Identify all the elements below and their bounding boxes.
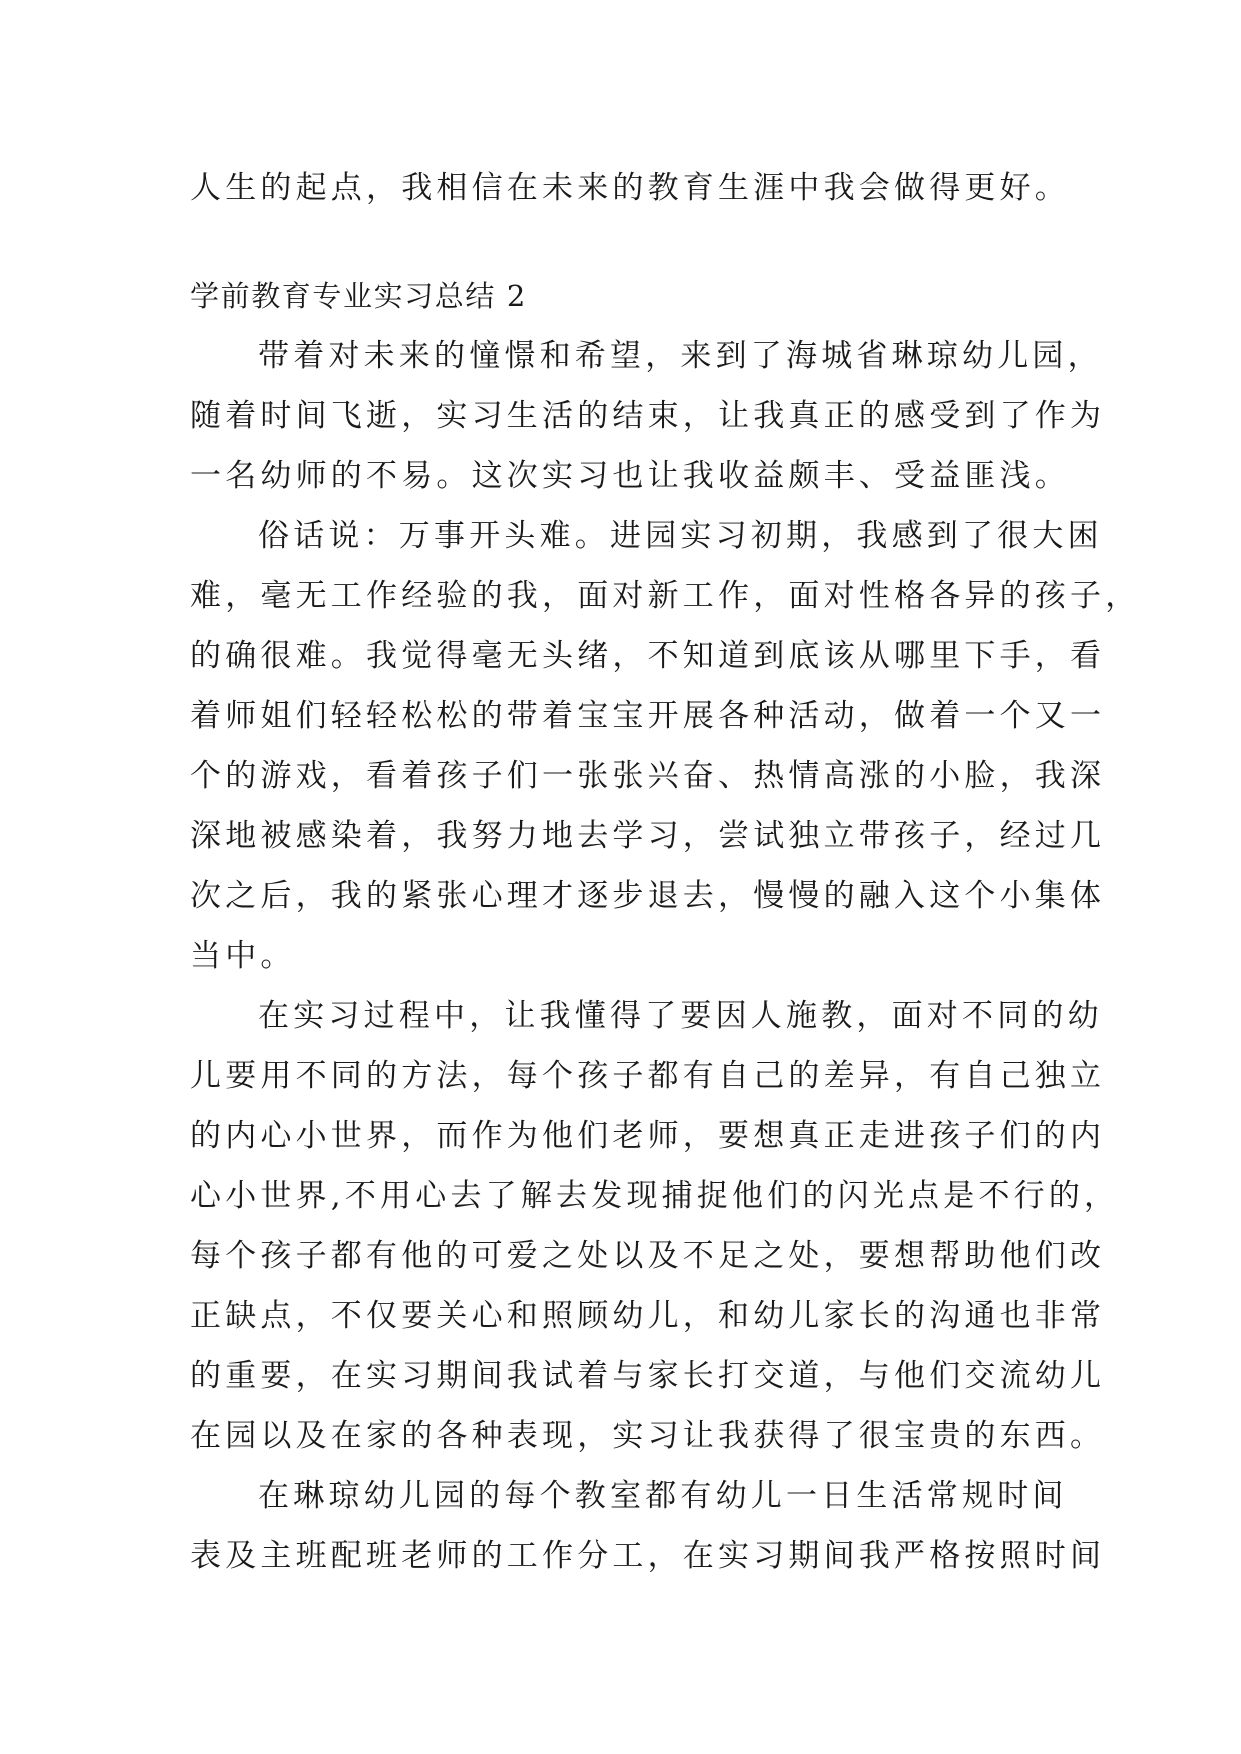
paragraph-line: 个的游戏，看着孩子们一张张兴奋、热情高涨的小脸，我深 <box>190 758 1106 794</box>
paragraph-line: 正缺点，不仅要关心和照顾幼儿，和幼儿家长的沟通也非常 <box>190 1298 1106 1334</box>
paragraph-line: 难，毫无工作经验的我，面对新工作，面对性格各异的孩子， <box>190 578 1141 614</box>
paragraph-line: 随着时间飞逝，实习生活的结束，让我真正的感受到了作为 <box>190 398 1106 434</box>
paragraph-line: 带着对未来的憧憬和希望，来到了海城省琳琼幼儿园， <box>258 338 1103 374</box>
paragraph-line: 的内心小世界，而作为他们老师，要想真正走进孩子们的内 <box>190 1118 1106 1154</box>
paragraph-3 <box>190 986 1120 1466</box>
paragraph-line: 深地被感染着，我努力地去学习，尝试独立带孩子，经过几 <box>190 818 1106 854</box>
paragraph-line: 在实习过程中，让我懂得了要因人施教，面对不同的幼 <box>258 998 1103 1034</box>
document-body <box>190 158 1141 1586</box>
paragraph-line: 的重要，在实习期间我试着与家长打交道，与他们交流幼儿 <box>190 1358 1106 1394</box>
paragraph-line: 当中。 <box>190 938 296 974</box>
paragraph-line: 的确很难。我觉得毫无头绪，不知道到底该从哪里下手，看 <box>190 638 1106 674</box>
section-spacer <box>190 218 1050 266</box>
paragraph-line: 在园以及在家的各种表现，实习让我获得了很宝贵的东西。 <box>190 1418 1106 1454</box>
section-title: 学前教育专业实习总结 2 <box>190 279 527 313</box>
paragraph-line: 着师姐们轻轻松松的带着宝宝开展各种活动，做着一个又一 <box>190 698 1106 734</box>
paragraph-line: 俗话说：万事开头难。进园实习初期，我感到了很大困 <box>258 518 1103 554</box>
paragraph-line: 次之后，我的紧张心理才逐步退去，慢慢的融入这个小集体 <box>190 878 1106 914</box>
paragraph-line: 儿要用不同的方法，每个孩子都有自己的差异，有自己独立 <box>190 1058 1106 1094</box>
paragraph-line: 心小世界,不用心去了解去发现捕捉他们的闪光点是不行的， <box>190 1178 1120 1214</box>
paragraph-2 <box>190 506 1141 986</box>
paragraph-line: 在琳琼幼儿园的每个教室都有幼儿一日生活常规时间 <box>258 1478 1068 1514</box>
paragraph-line: 每个孩子都有他的可爱之处以及不足之处，要想帮助他们改 <box>190 1238 1106 1274</box>
continuation-line: 人生的起点，我相信在未来的教育生涯中我会做得更好。 <box>190 170 1070 206</box>
paragraph-line: 一名幼师的不易。这次实习也让我收益颇丰、受益匪浅。 <box>190 458 1070 494</box>
paragraph-line: 表及主班配班老师的工作分工，在实习期间我严格按照时间 <box>190 1538 1106 1574</box>
paragraph-4 <box>190 1466 1106 1586</box>
paragraph-1 <box>190 326 1106 506</box>
